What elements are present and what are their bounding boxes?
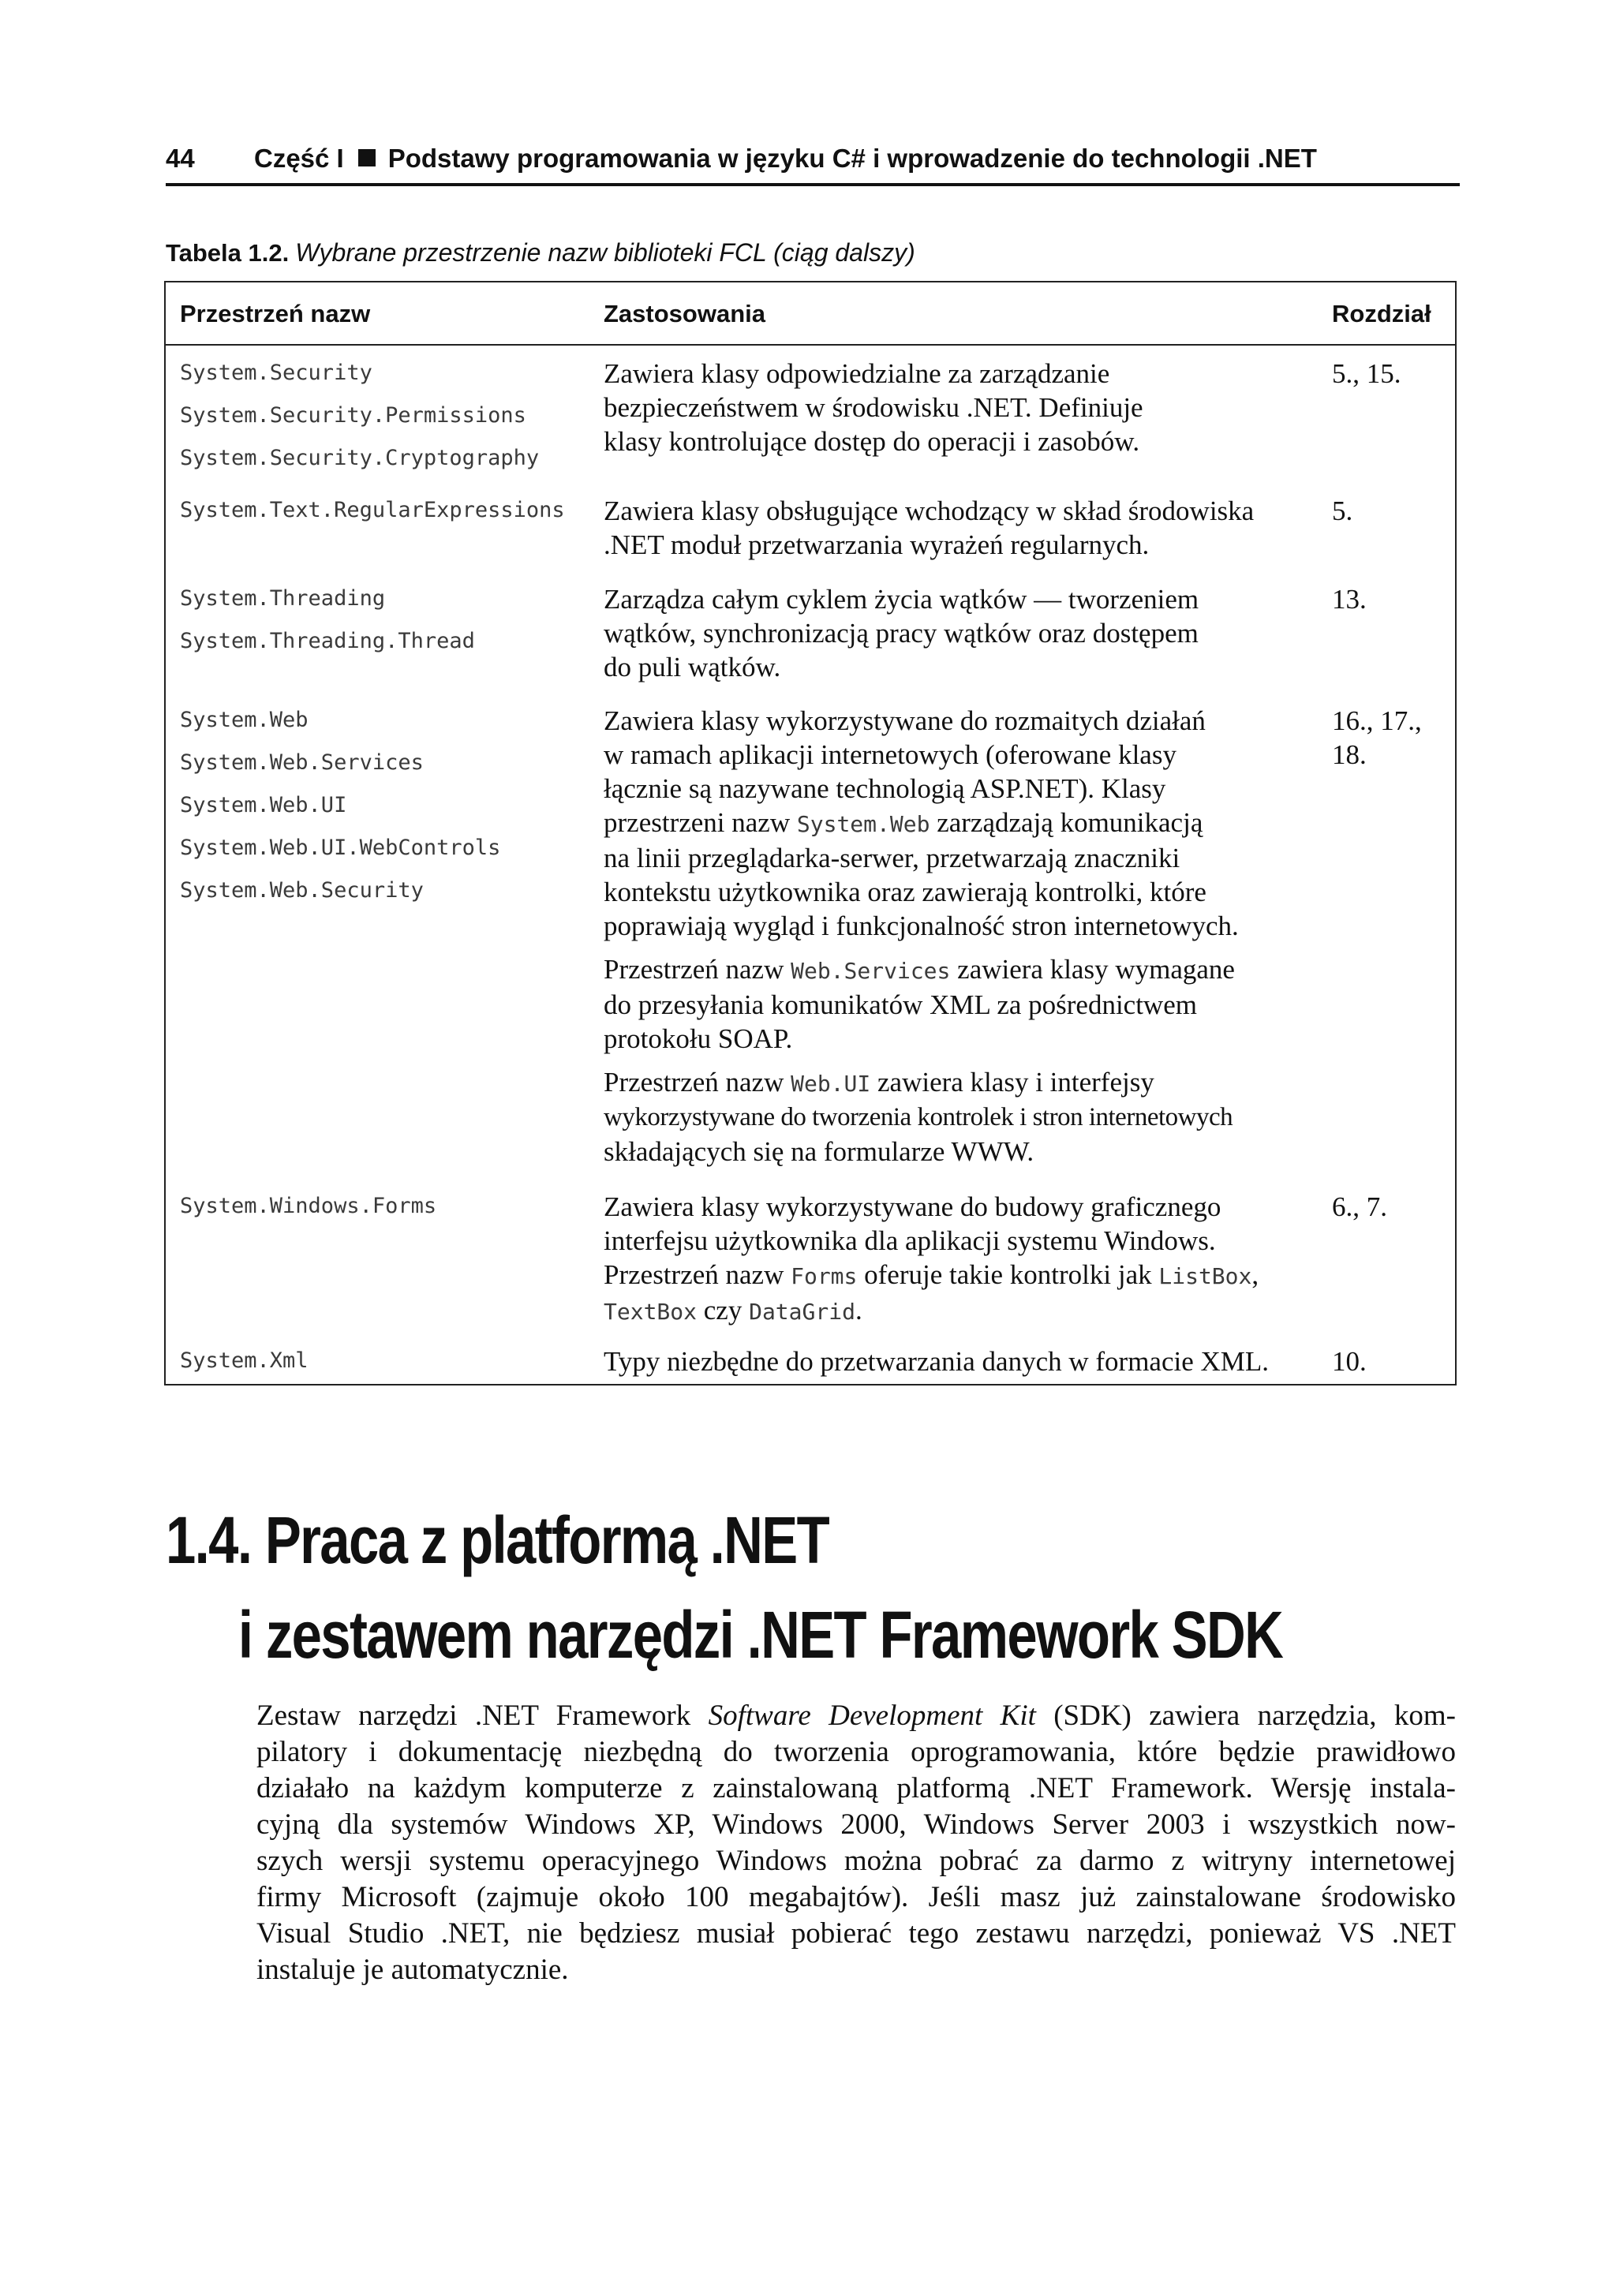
column-header-usage: Zastosowania xyxy=(604,300,765,327)
description-paragraph xyxy=(604,1065,1306,1169)
chapter-cell: 13. xyxy=(1332,584,1367,615)
inline-code: TextBox xyxy=(604,1299,698,1325)
description-line: do przesyłania komunikatów XML za pośrednictwem xyxy=(604,989,1197,1020)
section-heading xyxy=(166,1493,1282,1682)
description-line: bezpieczeństwem w środowisku .NET. Definiuje xyxy=(604,392,1143,423)
column-header-chapter: Rozdział xyxy=(1332,300,1431,327)
description-line xyxy=(604,1293,1306,1329)
text-run: , xyxy=(1251,1259,1259,1290)
namespace-name: System.Security.Cryptography xyxy=(180,446,540,470)
chapter-cell xyxy=(1332,704,1450,772)
page-number: 44 xyxy=(166,144,195,173)
namespace-name: System.Web.Services xyxy=(180,750,424,775)
part-label: Część I xyxy=(254,144,344,173)
description-line xyxy=(604,806,1306,841)
namespace-name: System.Threading xyxy=(180,586,386,611)
namespace-cell xyxy=(180,1340,309,1382)
text-run: (SDK) zawiera narzędzia, kom- xyxy=(1035,1700,1456,1732)
square-bullet-icon xyxy=(358,149,376,166)
italic-term: Software Development Kit xyxy=(708,1700,1036,1732)
namespace-name: System.Web xyxy=(180,708,309,732)
description-line xyxy=(604,1258,1306,1293)
text-run: Przestrzeń nazw xyxy=(604,1067,791,1098)
paragraph-line: firmy Microsoft (zajmuje około 100 megabajtów). Jeśli masz już zainstalowane środowisko xyxy=(256,1881,1456,1913)
description-cell xyxy=(604,1190,1306,1329)
description-line: protokołu SOAP. xyxy=(604,1023,793,1054)
chapter-cell: 5. xyxy=(1332,495,1353,526)
namespace-cell xyxy=(180,699,500,912)
description-cell xyxy=(604,704,1306,1178)
paragraph-line: pilatory i dokumentację niezbędną do tworzenia oprogramowania, które będzie prawidłowo xyxy=(256,1736,1456,1768)
chapter-cell: 10. xyxy=(1332,1346,1367,1377)
text-run: zawiera klasy i interfejsy xyxy=(870,1067,1154,1098)
namespace-cell xyxy=(180,489,565,532)
description-line: klasy kontrolujące dostęp do operacji i zasobów. xyxy=(604,426,1140,457)
description-line: łącznie są nazywane technologią ASP.NET). Klasy xyxy=(604,773,1166,804)
namespace-name: System.Web.UI xyxy=(180,793,347,817)
inline-code: DataGrid xyxy=(749,1299,855,1325)
inline-code: Web.UI xyxy=(791,1071,871,1097)
description-line: .NET moduł przetwarzania wyrażeń regularnych. xyxy=(604,529,1150,560)
description-line: kontekstu użytkownika oraz zawierają kontrolki, które xyxy=(604,877,1206,907)
column-header-namespace: Przestrzeń nazw xyxy=(180,300,371,327)
description-line: do puli wątków. xyxy=(604,652,781,682)
description-line: wykorzystywane do tworzenia kontrolek i stron internetowych xyxy=(604,1103,1233,1131)
paragraph-line: cyjną dla systemów Windows XP, Windows 2000, Windows Server 2003 i wszystkich now- xyxy=(256,1808,1456,1841)
namespace-cell xyxy=(180,352,539,480)
section-title-part1: Praca z platformą .NET xyxy=(264,1503,829,1577)
table-caption xyxy=(166,237,915,268)
paragraph-line: szych wersji systemu operacyjnego Windows można pobrać za darmo z witryny internetowej xyxy=(256,1845,1456,1877)
description-line: Zawiera klasy wykorzystywane do budowy graficznego xyxy=(604,1191,1221,1222)
description-paragraph xyxy=(604,952,1306,1056)
table-caption-text: Wybrane przestrzenie nazw biblioteki FCL (ciąg dalszy) xyxy=(295,238,915,267)
chapter-title: Podstawy programowania w języku C# i wprowadzenie do technologii .NET xyxy=(387,144,1317,173)
table-header-row xyxy=(166,282,1455,346)
namespace-cell xyxy=(180,1185,436,1228)
description-line: na linii przeglądarka-serwer, przetwarzają znaczniki xyxy=(604,843,1180,873)
namespace-name: System.Security xyxy=(180,361,372,385)
text-run: Zestaw narzędzi .NET Framework xyxy=(256,1700,709,1732)
description-line: interfejsu użytkownika dla aplikacji systemu Windows. xyxy=(604,1225,1216,1256)
namespace-name: System.Text.RegularExpressions xyxy=(180,498,565,522)
running-header xyxy=(166,134,1460,186)
paragraph-line: Visual Studio .NET, nie będziesz musiał pobierać tego zestawu narzędzi, ponieważ VS .NET xyxy=(256,1917,1456,1950)
chapter-value: 18. xyxy=(1332,739,1367,770)
text-run: zawiera klasy wymagane xyxy=(950,954,1235,985)
text-run: czy xyxy=(697,1295,750,1326)
description-line: poprawiają wygląd i funkcjonalność stron internetowych. xyxy=(604,911,1239,941)
description-line xyxy=(604,952,1306,988)
text-run: zarządzają komunikacją xyxy=(930,807,1203,838)
text-run: oferuje takie kontrolki jak xyxy=(857,1259,1159,1290)
description-line: Zawiera klasy odpowiedzialne za zarządzanie xyxy=(604,358,1110,389)
description-cell xyxy=(604,1344,1306,1378)
body-paragraph xyxy=(256,1698,1456,1988)
namespace-name: System.Xml xyxy=(180,1348,309,1373)
text-run: Przestrzeń nazw xyxy=(604,1259,791,1290)
namespaces-table xyxy=(164,281,1457,1385)
text-run: . xyxy=(855,1295,862,1326)
description-paragraph xyxy=(604,704,1306,943)
namespace-name: System.Web.UI.WebControls xyxy=(180,836,501,860)
description-line: Zawiera klasy obsługujące wchodzący w skład środowiska xyxy=(604,495,1255,526)
description-line: w ramach aplikacji internetowych (oferowane klasy xyxy=(604,739,1176,770)
chapter-cell: 6., 7. xyxy=(1332,1191,1387,1222)
paragraph-line: działało na każdym komputerze z zainstalowaną platformą .NET Framework. Wersję instala- xyxy=(256,1772,1456,1804)
chapter-cell: 5., 15. xyxy=(1332,358,1401,389)
inline-code: ListBox xyxy=(1158,1263,1252,1289)
inline-code: Web.Services xyxy=(791,958,951,984)
namespace-name: System.Security.Permissions xyxy=(180,403,526,428)
text-run: przestrzeni nazw xyxy=(604,807,797,838)
namespace-name: System.Web.Security xyxy=(180,878,424,903)
description-cell xyxy=(604,494,1306,562)
chapter-value: 16., 17., xyxy=(1332,705,1422,736)
description-cell xyxy=(604,582,1306,684)
inline-code: System.Web xyxy=(796,811,930,837)
namespace-name: System.Threading.Thread xyxy=(180,629,475,653)
description-cell xyxy=(604,357,1306,458)
inline-code: Forms xyxy=(791,1263,858,1289)
section-number: 1.4. xyxy=(166,1503,252,1577)
namespace-name: System.Windows.Forms xyxy=(180,1194,437,1218)
description-line: składających się na formularze WWW. xyxy=(604,1136,1034,1167)
section-heading-line1 xyxy=(166,1493,1282,1587)
description-line: Zawiera klasy wykorzystywane do rozmaitych działań xyxy=(604,705,1206,736)
section-title-part2: i zestawem narzędzi .NET Framework SDK xyxy=(238,1598,1283,1672)
paragraph-line: instaluje je automatycznie. xyxy=(256,1954,569,1986)
paragraph-line xyxy=(256,1698,1456,1734)
table-caption-label: Tabela 1.2. xyxy=(166,239,290,267)
text-run: Przestrzeń nazw xyxy=(604,954,791,985)
description-line: wątków, synchronizacją pracy wątków oraz dostępem xyxy=(604,618,1199,649)
description-line xyxy=(604,1065,1306,1101)
description-line: Typy niezbędne do przetwarzania danych w formacie XML. xyxy=(604,1346,1270,1377)
namespace-cell xyxy=(180,578,475,663)
description-line: Zarządza całym cyklem życia wątków — tworzeniem xyxy=(604,584,1199,615)
